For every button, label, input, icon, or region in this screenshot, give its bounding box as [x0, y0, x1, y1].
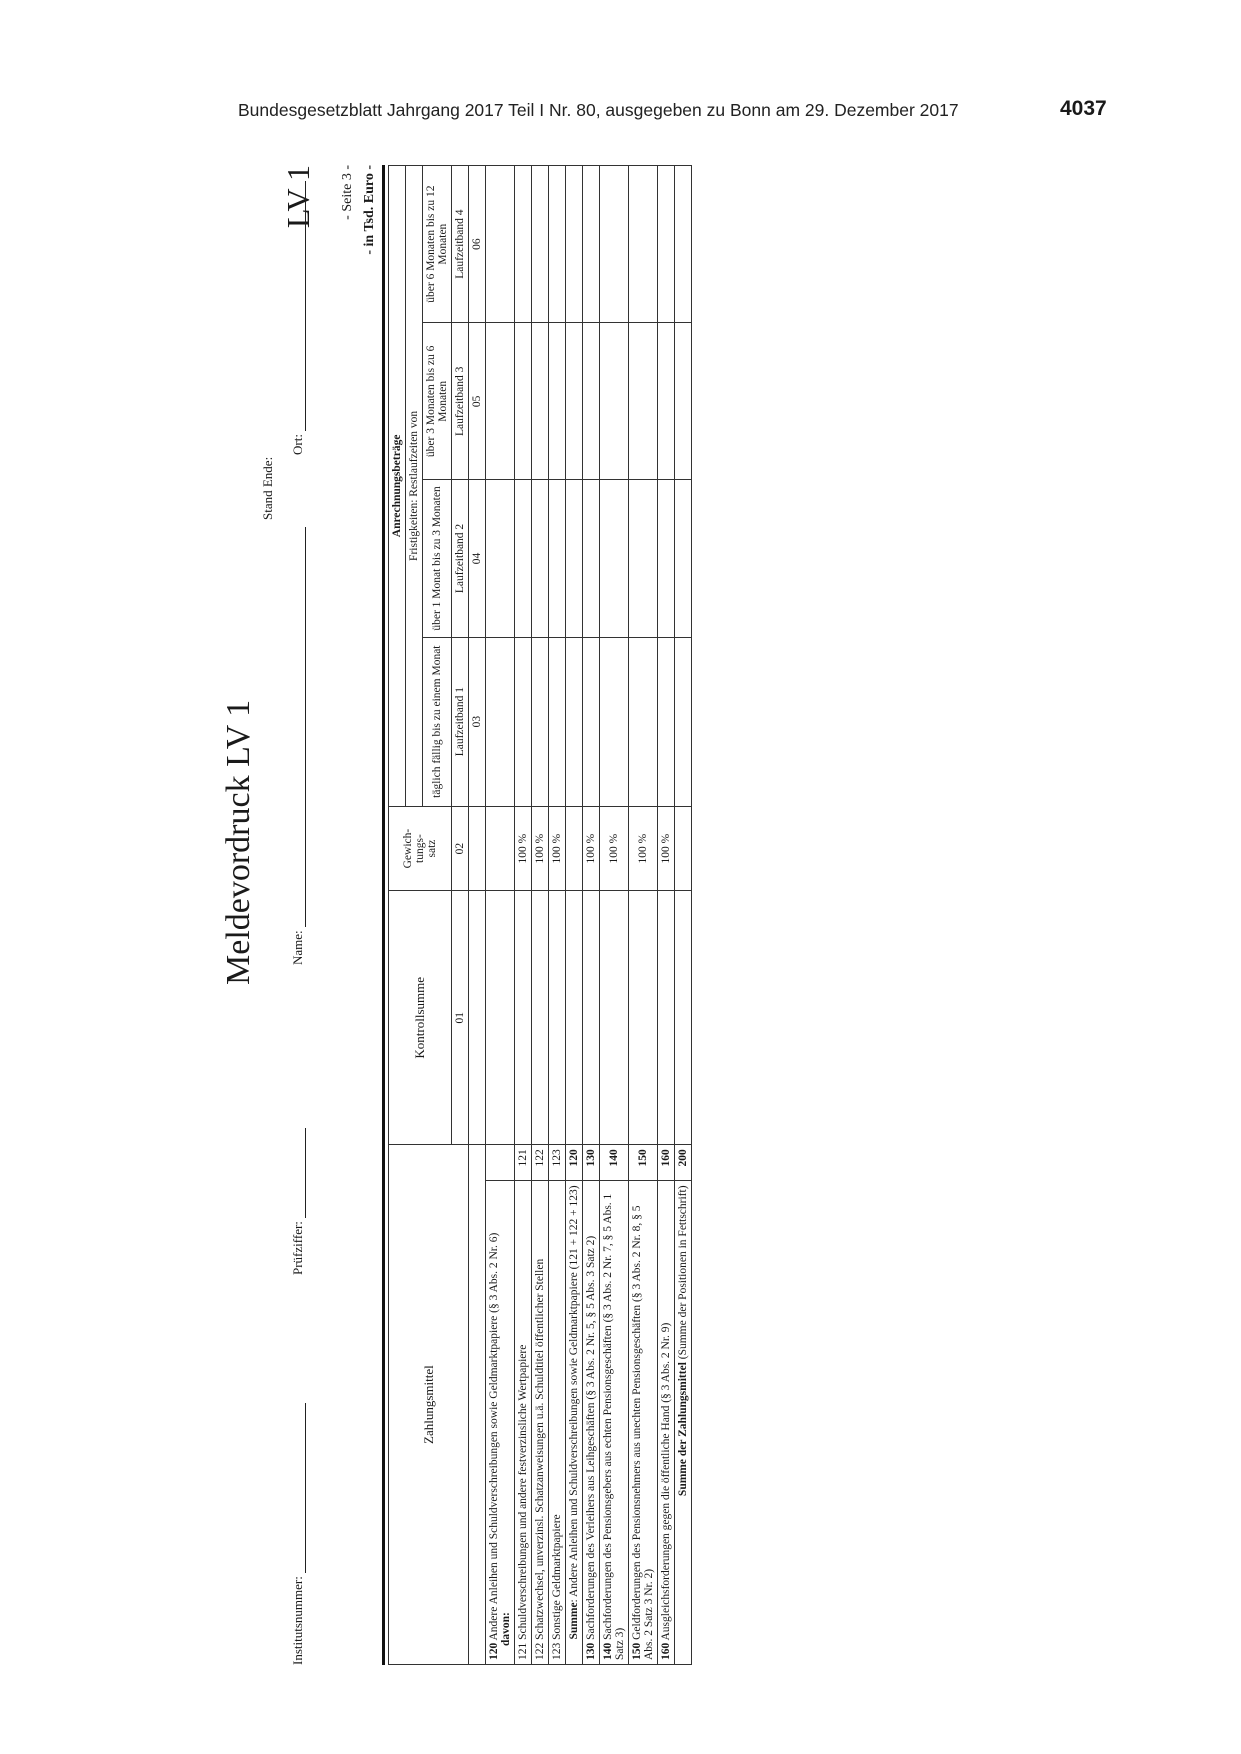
- row-summe-kontrollsumme[interactable]: [566, 891, 583, 1145]
- row-122-band3[interactable]: [532, 323, 549, 480]
- row-160-text: [658, 1181, 675, 1665]
- summe-description: : Andere Anleihen und Schuldverschreibungen sowie Geldmarktpapiere (121 + 122 + 123): [568, 1185, 580, 1603]
- row-160-band1[interactable]: [658, 637, 675, 806]
- table-row: [515, 166, 532, 1665]
- table-row: [532, 166, 549, 1665]
- row-121-pct: 100 %: [515, 806, 532, 891]
- row-150-label: Geldforderungen des Pensionsnehmers aus unechten Pensionsgeschäften (§ 3 Abs. 2 Nr. 8, § 5 Abs. 2 Satz 3 Nr. 2): [631, 1205, 655, 1660]
- row-130-band3[interactable]: [583, 323, 600, 480]
- col-header-03: 03: [469, 637, 486, 806]
- row-121-band1[interactable]: [515, 637, 532, 806]
- row-130-label: Sachforderungen des Verleihers aus Leihgeschäften (§ 3 Abs. 2 Nr. 5, § 5 Abs. 3 Satz 2): [585, 1235, 597, 1640]
- summe-label: Summe: [568, 1602, 580, 1640]
- row-150-code: 150: [629, 1145, 658, 1181]
- row-200-code: 200: [675, 1145, 692, 1181]
- row-200-band2[interactable]: [675, 480, 692, 637]
- davon-label: davon:: [500, 1612, 512, 1646]
- row-140-kontrollsumme[interactable]: [600, 891, 629, 1145]
- row-122-text: [532, 1181, 549, 1665]
- row-123-band1[interactable]: [549, 637, 566, 806]
- name-field[interactable]: [290, 527, 306, 965]
- page-header: [0, 97, 1241, 124]
- row-121-band2[interactable]: [515, 480, 532, 637]
- table-row: [583, 166, 600, 1665]
- row-121-number: 121: [517, 1642, 529, 1660]
- band4-label: Laufzeitband 4: [452, 166, 469, 323]
- row-160-code: 160: [658, 1145, 675, 1181]
- row-140-pct: 100 %: [600, 806, 629, 891]
- row-140-band2[interactable]: [600, 480, 629, 637]
- journal-citation: Bundesgesetzblatt Jahrgang 2017 Teil I Nr. 80, ausgegeben zu Bonn am 29. Dezember 2017: [238, 100, 959, 120]
- row-130-kontrollsumme[interactable]: [583, 891, 600, 1145]
- col-header-05: 05: [469, 323, 486, 480]
- row-122-label: Schatzwechsel, unverzinsl. Schatzanweisungen u.ä. Schuldtitel öffentlicher Stellen: [534, 1258, 546, 1640]
- row-120-number: 120: [488, 1642, 500, 1660]
- pruefziffer-line[interactable]: [293, 1128, 306, 1218]
- row-122-band4[interactable]: [532, 166, 549, 323]
- col-header-kontrollsumme: Kontrollsumme: [389, 891, 452, 1145]
- band4-desc: über 6 Monaten bis zu 12 Monaten: [423, 166, 452, 323]
- row-140-code: 140: [600, 1145, 629, 1181]
- table-row: [549, 166, 566, 1665]
- rotated-form: [220, 165, 850, 1665]
- row-200-band3[interactable]: [675, 323, 692, 480]
- row-160-label: Ausgleichsforderungen gegen die öffentliche Hand (§ 3 Abs. 2 Nr. 9): [660, 1322, 672, 1641]
- row-123-number: 123: [551, 1642, 563, 1660]
- row-summe-text: [566, 1181, 583, 1665]
- institutsnummer-label: Institutsnummer:: [290, 1576, 305, 1665]
- row-121-band3[interactable]: [515, 323, 532, 480]
- col-header-01: 01: [452, 891, 469, 1145]
- row-150-kontrollsumme[interactable]: [629, 891, 658, 1145]
- row-140-text: [600, 1181, 629, 1665]
- row-123-code: 123: [549, 1145, 566, 1181]
- row-130-pct: 100 %: [583, 806, 600, 891]
- table-row: [675, 166, 692, 1665]
- row-150-text: [629, 1181, 658, 1665]
- row-summe-band3[interactable]: [566, 323, 583, 480]
- row-150-pct: 100 %: [629, 806, 658, 891]
- table-row: [486, 166, 515, 1665]
- stand-ende-label: Stand Ende:: [260, 456, 275, 520]
- row-200-band1[interactable]: [675, 637, 692, 806]
- table-row: [566, 166, 583, 1665]
- page-label: - Seite 3 -: [340, 165, 355, 220]
- band1-label: Laufzeitband 1: [452, 637, 469, 806]
- institutsnummer-line[interactable]: [293, 1403, 306, 1573]
- row-130-code: 130: [583, 1145, 600, 1181]
- col-header-02: 02: [452, 806, 469, 891]
- row-160-band3[interactable]: [658, 323, 675, 480]
- band2-label: Laufzeitband 2: [452, 480, 469, 637]
- row-123-band4[interactable]: [549, 166, 566, 323]
- row-200-label: Summe der Zahlungsmittel: [677, 1362, 689, 1497]
- row-130-number: 130: [585, 1642, 597, 1660]
- row-summe-band1[interactable]: [566, 637, 583, 806]
- row-160-band2[interactable]: [658, 480, 675, 637]
- row-121-label: Schuldverschreibungen und andere festverzinsliche Wertpapiere: [517, 1344, 529, 1640]
- row-121-code: 121: [515, 1145, 532, 1181]
- name-line[interactable]: [293, 527, 306, 927]
- col-header-anrechnung: Anrechnungsbeträge: [389, 166, 406, 807]
- row-160-band4[interactable]: [658, 166, 675, 323]
- band2-desc: über 1 Monat bis zu 3 Monaten: [423, 480, 452, 637]
- row-121-text: [515, 1181, 532, 1665]
- divider-rule: [382, 165, 385, 1665]
- col-header-04: 04: [469, 480, 486, 637]
- col-header-gewichtung: Gewich- tungs- satz: [389, 806, 452, 891]
- row-123-kontrollsumme[interactable]: [549, 891, 566, 1145]
- row-summe-band2[interactable]: [566, 480, 583, 637]
- row-130-text: [583, 1181, 600, 1665]
- page-number: 4037: [1060, 97, 1107, 120]
- row-130-band4[interactable]: [583, 166, 600, 323]
- row-140-band3[interactable]: [600, 323, 629, 480]
- row-122-band1[interactable]: [532, 637, 549, 806]
- band3-desc: über 3 Monaten bis zu 6 Monaten: [423, 323, 452, 480]
- row-160-pct: 100 %: [658, 806, 675, 891]
- pruefziffer-field[interactable]: [290, 1128, 306, 1275]
- band3-label: Laufzeitband 3: [452, 323, 469, 480]
- row-200-band4[interactable]: [675, 166, 692, 323]
- table-row: [658, 166, 675, 1665]
- row-160-kontrollsumme[interactable]: [658, 891, 675, 1145]
- row-120-text: [486, 1181, 515, 1665]
- zahlungsmittel-table: [388, 165, 692, 1665]
- ort-label: Ort:: [290, 434, 305, 455]
- row-160-number: 160: [660, 1642, 672, 1660]
- row-140-label: Sachforderungen des Pensionsgebers aus echten Pensionsgeschäften (§ 3 Abs. 2 Nr. 7, § 5 Abs. 1 Satz 3): [602, 1193, 626, 1660]
- ort-line[interactable]: [293, 181, 306, 431]
- form-code: LV 1: [280, 165, 316, 229]
- col-header-zahlungsmittel: Zahlungsmittel: [389, 1145, 469, 1665]
- row-122-number: 122: [534, 1642, 546, 1660]
- row-121-band4[interactable]: [515, 166, 532, 323]
- row-122-pct: 100 %: [532, 806, 549, 891]
- band1-desc: täglich fällig bis zu einem Monat: [423, 637, 452, 806]
- pruefziffer-label: Prüfziffer:: [290, 1221, 305, 1275]
- form-title: Meldevordruck LV 1: [220, 699, 257, 985]
- row-123-band3[interactable]: [549, 323, 566, 480]
- row-130-band1[interactable]: [583, 637, 600, 806]
- institutsnummer-field[interactable]: [290, 1403, 306, 1665]
- row-122-code: 122: [532, 1145, 549, 1181]
- row-summe-band4[interactable]: [566, 166, 583, 323]
- row-140-number: 140: [602, 1642, 614, 1660]
- row-150-band1[interactable]: [629, 637, 658, 806]
- row-121-kontrollsumme[interactable]: [515, 891, 532, 1145]
- row-150-band3[interactable]: [629, 323, 658, 480]
- row-120-label: Andere Anleihen und Schuldverschreibungen sowie Geldmarktpapiere (§ 3 Abs. 2 Nr. 6): [488, 1232, 500, 1641]
- row-150-number: 150: [631, 1642, 643, 1660]
- row-123-text: [549, 1181, 566, 1665]
- col-header-fristigkeiten: Fristigkeiten: Restlaufzeiten von: [406, 166, 423, 807]
- row-123-label: Sonstige Geldmarktpapiere: [551, 1514, 563, 1640]
- ort-field[interactable]: [290, 181, 306, 455]
- col-header-06: 06: [469, 166, 486, 323]
- row-150-band2[interactable]: [629, 480, 658, 637]
- row-200-kontrollsumme[interactable]: [675, 891, 692, 1145]
- row-summe-code: 120: [566, 1145, 583, 1181]
- table-row: [629, 166, 658, 1665]
- row-122-band2[interactable]: [532, 480, 549, 637]
- row-150-band4[interactable]: [629, 166, 658, 323]
- table-row: [600, 166, 629, 1665]
- row-140-band4[interactable]: [600, 166, 629, 323]
- row-123-pct: 100 %: [549, 806, 566, 891]
- stand-ende-field[interactable]: [260, 457, 276, 520]
- name-label: Name:: [290, 930, 305, 965]
- unit-label: - in Tsd. Euro -: [362, 165, 377, 255]
- row-200-description: (Summe der Positionen in Fettschrift): [677, 1185, 689, 1363]
- row-122-kontrollsumme[interactable]: [532, 891, 549, 1145]
- row-200-text: [675, 1181, 692, 1665]
- row-123-band2[interactable]: [549, 480, 566, 637]
- row-140-band1[interactable]: [600, 637, 629, 806]
- row-130-band2[interactable]: [583, 480, 600, 637]
